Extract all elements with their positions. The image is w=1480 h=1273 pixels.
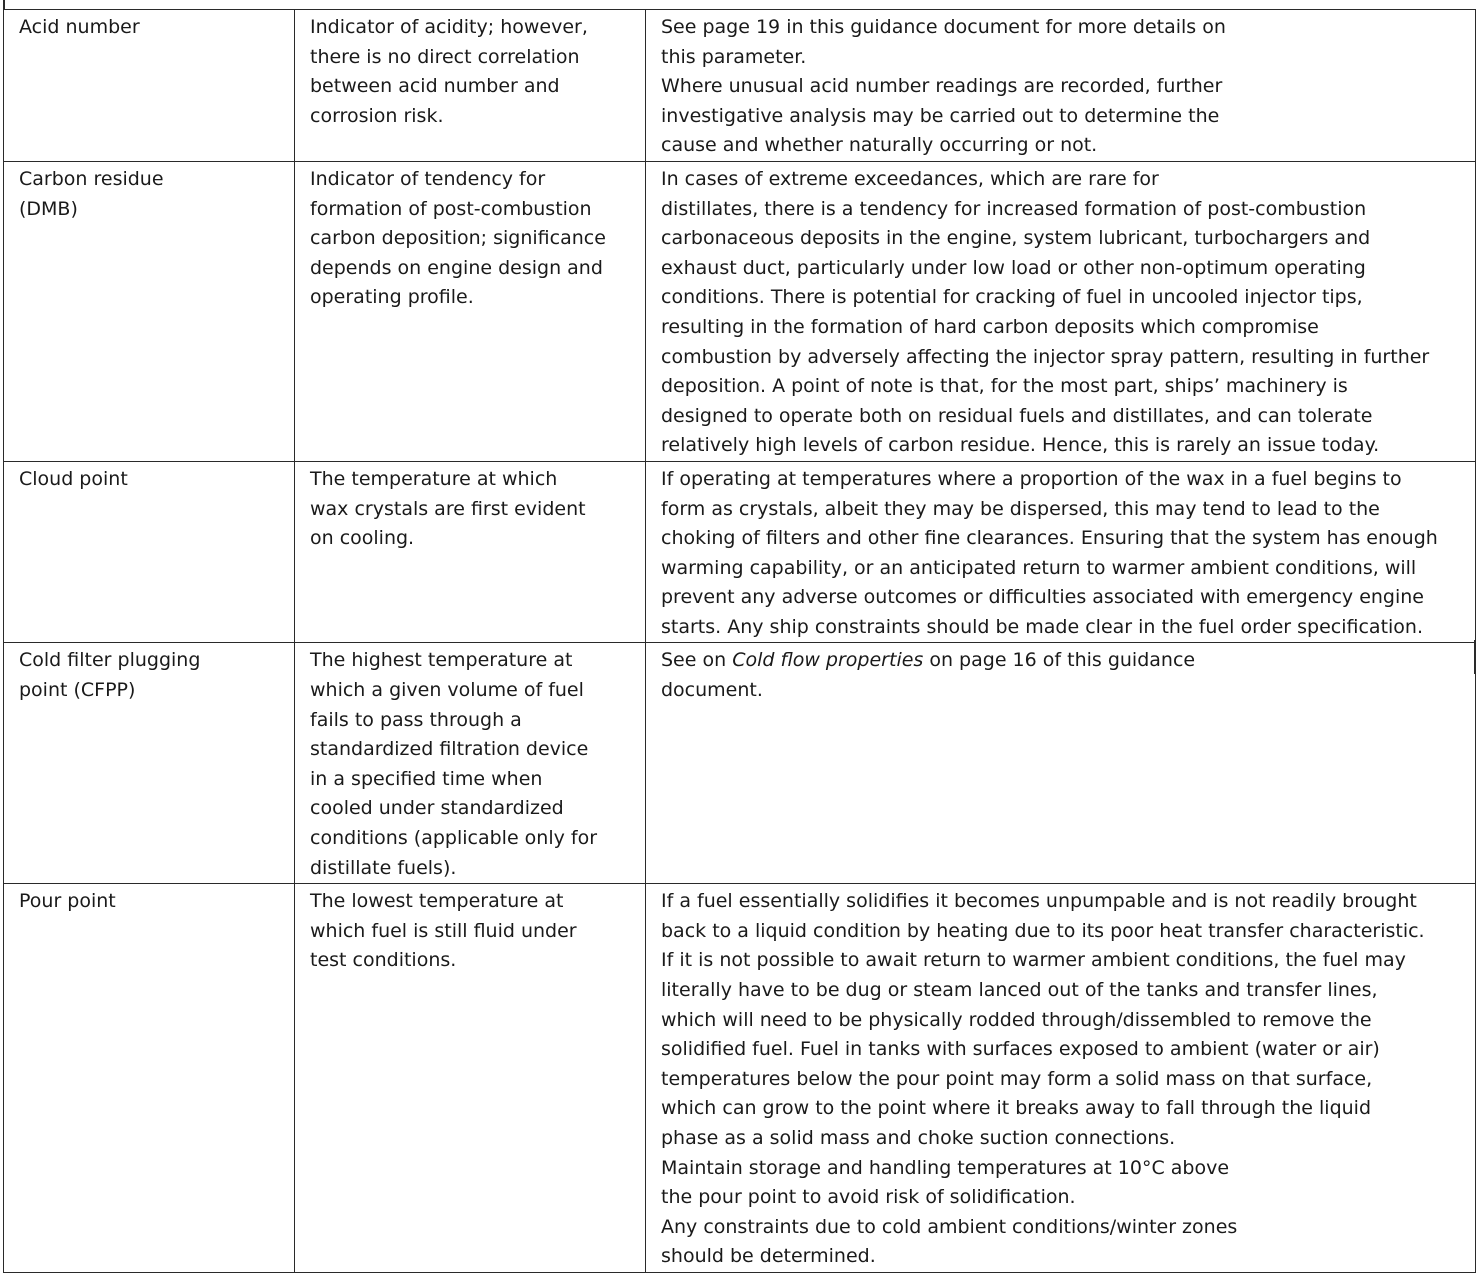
notes-line: In cases of extreme exceedances, which are rare for bbox=[661, 167, 1159, 190]
notes-text: See on bbox=[661, 649, 733, 672]
description-line: there is no direct correlation bbox=[310, 45, 580, 68]
description-line: The highest temperature at bbox=[310, 649, 573, 672]
table-row-cloud-point bbox=[4, 461, 1476, 643]
description-line: between acid number and bbox=[310, 75, 560, 98]
cross-reference-cold-flow-properties: Cold flow properties bbox=[732, 649, 924, 672]
notes-line: which will need to be physically rodded through/dissembled to remove the bbox=[661, 1008, 1372, 1031]
notes-line: solidified fuel. Fuel in tanks with surfaces exposed to ambient (water or air) bbox=[661, 1038, 1380, 1061]
description-line: which a given volume of fuel bbox=[310, 679, 584, 702]
parameter-cell bbox=[4, 161, 295, 461]
fuel-parameters-table bbox=[3, 9, 1476, 1273]
table-row-cold-filter-plugging-point bbox=[4, 643, 1476, 884]
notes-line: Maintain storage and handling temperatures at 10°C above bbox=[661, 1156, 1230, 1179]
notes-line: starts. Any ship constraints should be made clear in the fuel order specification. bbox=[661, 615, 1424, 638]
notes-cell bbox=[646, 161, 1476, 461]
notes-cell bbox=[646, 643, 1476, 884]
notes-line: exhaust duct, particularly under low load or other non-optimum operating bbox=[661, 256, 1366, 279]
parameter-cell bbox=[4, 10, 295, 162]
description-line: Indicator of tendency for bbox=[310, 167, 546, 190]
notes-line: If a fuel essentially solidifies it becomes unpumpable and is not readily brought bbox=[661, 890, 1417, 913]
description-line: The lowest temperature at bbox=[310, 890, 564, 913]
description-cell bbox=[295, 10, 646, 162]
description-line: on cooling. bbox=[310, 527, 415, 550]
notes-line: investigative analysis may be carried out to determine the bbox=[661, 104, 1220, 127]
description-cell bbox=[295, 461, 646, 643]
description-line: test conditions. bbox=[310, 949, 457, 972]
description-line: distillate fuels). bbox=[310, 856, 457, 879]
description-line: The temperature at which bbox=[310, 467, 558, 490]
description-line: in a specified time when bbox=[310, 767, 543, 790]
description-cell bbox=[295, 643, 646, 884]
description-line: Indicator of acidity; however, bbox=[310, 16, 588, 38]
notes-cell bbox=[646, 884, 1476, 1273]
parameter-line: Pour point bbox=[19, 890, 116, 913]
description-line: wax crystals are first evident bbox=[310, 497, 586, 520]
notes-line: warming capability, or an anticipated return to warmer ambient conditions, will bbox=[661, 556, 1417, 579]
notes-line: cause and whether naturally occurring or not. bbox=[661, 134, 1098, 157]
notes-line: phase as a solid mass and choke suction connections. bbox=[661, 1126, 1176, 1149]
description-line: corrosion risk. bbox=[310, 104, 444, 127]
table-row-pour-point bbox=[4, 884, 1476, 1273]
notes-line bbox=[661, 646, 1469, 676]
notes-line: conditions. There is potential for cracking of fuel in uncooled injector tips, bbox=[661, 286, 1363, 309]
description-line: which fuel is still fluid under bbox=[310, 919, 577, 942]
notes-cell bbox=[646, 461, 1476, 643]
notes-line: temperatures below the pour point may form a solid mass on that surface, bbox=[661, 1067, 1373, 1090]
description-line: fails to pass through a bbox=[310, 708, 522, 731]
parameter-line: Cold filter plugging bbox=[19, 649, 201, 672]
notes-line: resulting in the formation of hard carbon deposits which compromise bbox=[661, 315, 1319, 338]
table-top-border-tick bbox=[3, 0, 5, 9]
table-row-carbon-residue bbox=[4, 161, 1476, 461]
notes-line: Any constraints due to cold ambient conditions/winter zones bbox=[661, 1215, 1238, 1238]
notes-line: Where unusual acid number readings are recorded, further bbox=[661, 75, 1223, 98]
description-cell bbox=[295, 161, 646, 461]
description-line: cooled under standardized bbox=[310, 797, 564, 820]
description-line: depends on engine design and bbox=[310, 256, 603, 279]
description-line: formation of post-combustion bbox=[310, 197, 592, 220]
notes-line: distillates, there is a tendency for increased formation of post-combustion bbox=[661, 197, 1367, 220]
notes-line: which can grow to the point where it breaks away to fall through the liquid bbox=[661, 1097, 1372, 1120]
parameter-cell bbox=[4, 643, 295, 884]
description-line: carbon deposition; significance bbox=[310, 227, 606, 250]
notes-line: designed to operate both on residual fuels and distillates, and can tolerate bbox=[661, 404, 1373, 427]
notes-line: relatively high levels of carbon residue. Hence, this is rarely an issue today. bbox=[661, 434, 1380, 457]
notes-line: combustion by adversely affecting the injector spray pattern, resulting in further bbox=[661, 345, 1430, 368]
notes-line: document. bbox=[661, 679, 763, 702]
notes-line: carbonaceous deposits in the engine, system lubricant, turbochargers and bbox=[661, 227, 1371, 250]
parameter-cell bbox=[4, 884, 295, 1273]
table-row-acid-number bbox=[4, 10, 1476, 162]
notes-line: form as crystals, albeit they may be dispersed, this may tend to lead to the bbox=[661, 497, 1380, 520]
description-line: conditions (applicable only for bbox=[310, 827, 598, 850]
parameter-line: Cloud point bbox=[19, 467, 128, 490]
parameter-line: point (CFPP) bbox=[19, 679, 136, 702]
notes-text: on page 16 of this guidance bbox=[923, 649, 1196, 672]
notes-line: choking of filters and other fine clearances. Ensuring that the system has enough bbox=[661, 527, 1438, 550]
notes-line: If it is not possible to await return to warmer ambient conditions, the fuel may bbox=[661, 949, 1406, 972]
notes-line: back to a liquid condition by heating due to its poor heat transfer characteristic. bbox=[661, 919, 1425, 942]
parameter-line: (DMB) bbox=[19, 197, 78, 220]
parameter-line: Acid number bbox=[19, 16, 140, 38]
parameter-line: Carbon residue bbox=[19, 167, 164, 190]
notes-line: See page 19 in this guidance document for more details on bbox=[661, 16, 1226, 38]
notes-line: literally have to be dug or steam lanced out of the tanks and transfer lines, bbox=[661, 979, 1378, 1001]
notes-line: prevent any adverse outcomes or difficulties associated with emergency engine bbox=[661, 586, 1424, 609]
notes-line: the pour point to avoid risk of solidification. bbox=[661, 1186, 1076, 1209]
description-line: standardized filtration device bbox=[310, 738, 589, 761]
notes-line: this parameter. bbox=[661, 45, 807, 68]
notes-line: should be determined. bbox=[661, 1245, 876, 1268]
description-cell bbox=[295, 884, 646, 1273]
notes-line: If operating at temperatures where a proportion of the wax in a fuel begins to bbox=[661, 467, 1402, 490]
notes-cell bbox=[646, 10, 1476, 162]
parameter-cell bbox=[4, 461, 295, 643]
notes-line: deposition. A point of note is that, for the most part, ships’ machinery is bbox=[661, 375, 1348, 398]
description-line: operating profile. bbox=[310, 286, 474, 309]
